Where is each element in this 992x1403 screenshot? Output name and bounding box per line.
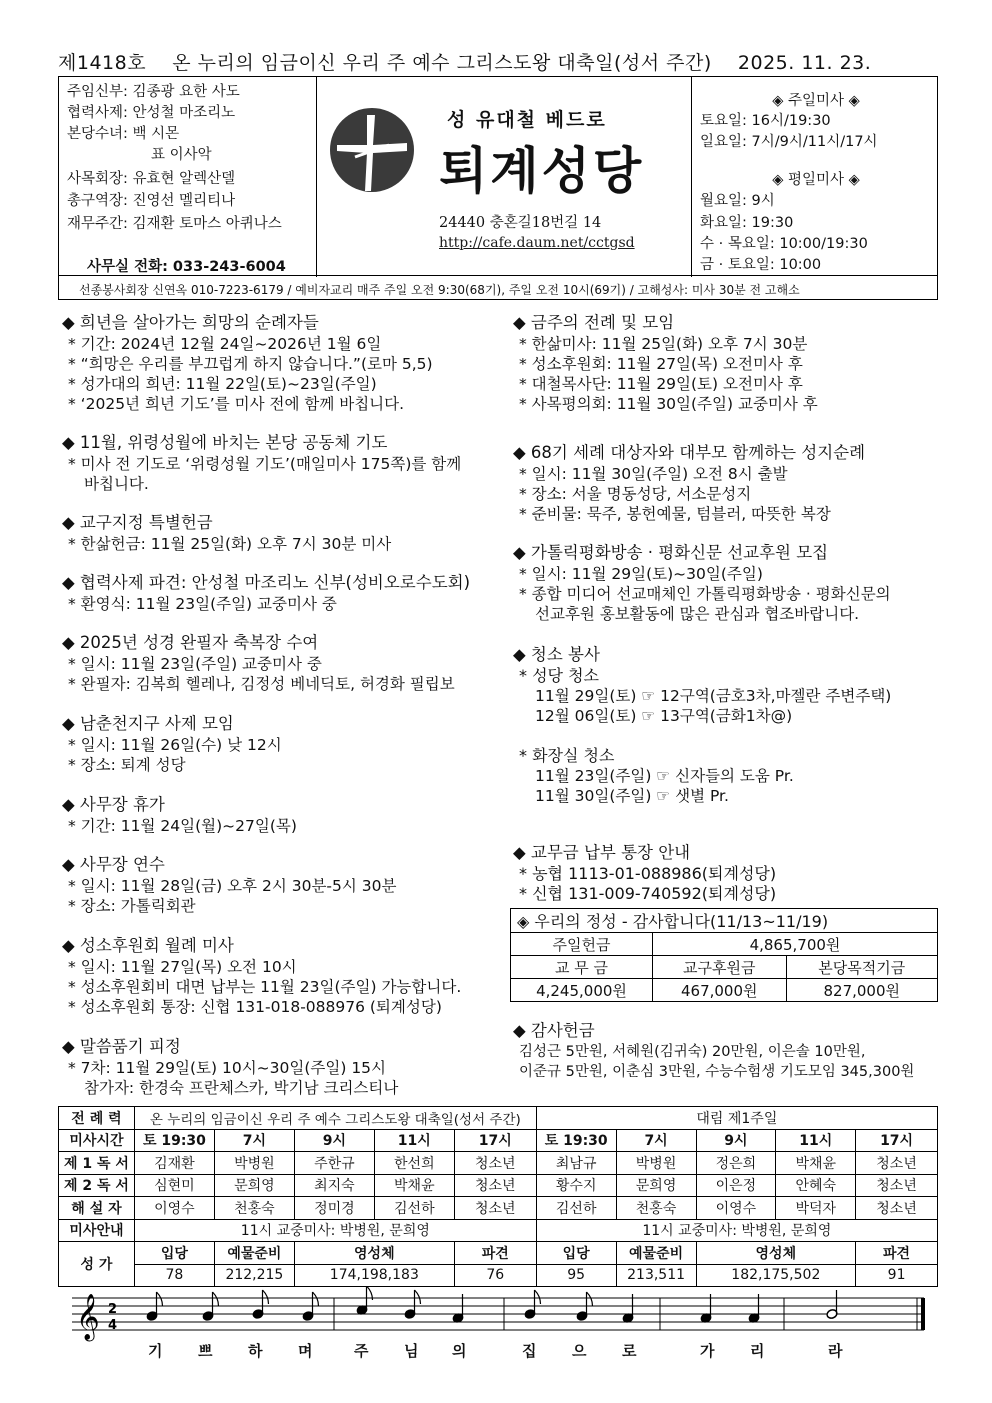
- notice-item: * 한삶헌금: 11월 25일(화) 오후 7시 30분 미사: [68, 535, 392, 553]
- cleaning-church-heading: * 성당 청소: [519, 666, 599, 685]
- mass-time: 9시: [294, 1129, 374, 1152]
- notice-priest-meeting: [62, 713, 282, 775]
- hymn-header: 예물준비: [214, 1242, 294, 1265]
- notice-item: * 사목평의회: 11월 30일(주일) 교중미사 후: [519, 395, 818, 413]
- reader-cell: 이은정: [696, 1174, 776, 1197]
- church-title-panel: [317, 77, 691, 277]
- issue-date: 2025. 11. 23.: [737, 52, 872, 74]
- notice-november-prayer: [62, 432, 461, 494]
- lyric-syllable: 님: [404, 1342, 419, 1360]
- notice-heading: ◆ 사무장 연수: [62, 855, 165, 874]
- mass-time: 7시: [214, 1129, 294, 1152]
- notice-item: * 성소후원회: 11월 27일(목) 오전미사 후: [519, 355, 803, 373]
- weekday-mass-line: 금 · 토요일: 10:00: [700, 257, 822, 273]
- mass-time: 9시: [696, 1129, 776, 1152]
- notice-item: 선교후원 홍보활동에 많은 관심과 협조바랍니다.: [535, 605, 860, 623]
- notice-item: * “희망은 우리를 부끄럽게 하지 않습니다.”(로마 5,5): [68, 355, 433, 373]
- notice-item: * 준비물: 묵주, 봉헌예물, 텀블러, 따뜻한 복장: [519, 505, 831, 523]
- weekday-mass-title: ◈ 평일미사 ◈: [772, 172, 860, 188]
- reader-cell: 심현미: [134, 1174, 214, 1197]
- church-address: 24440 충혼길18번길 14: [439, 215, 602, 231]
- weekday-mass-line: 화요일: 19:30: [700, 215, 794, 231]
- reader-cell: 주한규: [294, 1152, 374, 1175]
- row-label: 성 가: [59, 1242, 135, 1287]
- mass-time: 토 19:30: [134, 1129, 214, 1152]
- staff-line: 표 이사악: [151, 147, 212, 163]
- cleaning-restroom-heading: * 화장실 청소: [519, 746, 615, 765]
- reader-cell: 김재환: [134, 1152, 214, 1175]
- thanks-line: 김성근 5만원, 서혜원(김귀숙) 20만원, 이은솔 10만원,: [519, 1044, 866, 1060]
- reader-cell: 최지숙: [294, 1174, 374, 1197]
- mass-time: 11시: [776, 1129, 856, 1152]
- notice-heading: ◆ 감사헌금: [513, 1021, 595, 1040]
- notice-item: * 기간: 11월 24일(월)~27일(목): [68, 817, 297, 835]
- mass-time: 17시: [454, 1129, 536, 1152]
- notice-heading: ◆ 68기 세례 대상자와 대부모 함께하는 성지순례: [513, 443, 866, 462]
- note-flag: [587, 1292, 593, 1306]
- mass-time: 토 19:30: [536, 1129, 616, 1152]
- notice-vocation-mass: [62, 935, 461, 1017]
- commentator-cell: 김선하: [536, 1197, 616, 1220]
- lyric-syllable: 의: [452, 1342, 467, 1360]
- cleaning-church-item: 11월 29일(토) ☞ 12구역(금호3차,마젤란 주변주택): [535, 687, 892, 705]
- notice-heading: ◆ 금주의 전례 및 모임: [513, 313, 675, 332]
- notice-heading: ◆ 가톨릭평화방송 · 평화신문 선교후원 모집: [513, 543, 829, 562]
- notice-mission-support: [513, 542, 891, 624]
- mass-times-panel: [691, 77, 939, 277]
- offering-sunday-value: 4,865,700원: [653, 933, 938, 956]
- staff-line: 주임신부: 김종광 요한 사도: [67, 84, 240, 100]
- notice-heading: ◆ 희년을 살아가는 희망의 순례자들: [62, 313, 319, 332]
- offering-sunday-label: 주일헌금: [511, 933, 653, 956]
- feast-title: 온 누리의 임금이신 우리 주 예수 그리스도왕 대축일(성서 주간): [172, 52, 712, 74]
- mass-time: 11시: [374, 1129, 454, 1152]
- hymn-number: 213,511: [616, 1264, 696, 1287]
- notice-item: 바칩니다.: [84, 475, 149, 493]
- row-label: 제 1 독 서: [59, 1152, 135, 1175]
- note-flag: [263, 1290, 269, 1304]
- notice-heading: ◆ 말씀품기 피정: [62, 1037, 181, 1056]
- notice-item: * ‘2025년 희년 기도’를 미사 전에 함께 바칩니다.: [68, 395, 405, 413]
- reader-cell: 안혜숙: [776, 1174, 856, 1197]
- notice-item: * 성소후원회 통장: 신협 131-018-088976 (퇴계성당): [68, 998, 442, 1016]
- notice-item: * 장소: 가톨릭회관: [68, 897, 196, 915]
- mass-guide-cell: 11시 교중미사: 박병원, 문희영: [536, 1219, 937, 1242]
- lyric-syllable: 로: [622, 1342, 637, 1360]
- staff-line: 총구역장: 진영선 멜리티나: [67, 193, 236, 209]
- offering-value: 4,245,000원: [511, 979, 653, 1002]
- notice-pilgrimage: [513, 442, 865, 524]
- offering-header: 교 무 금: [511, 956, 653, 979]
- cleaning-church-item: 12월 06일(토) ☞ 13구역(금화1차@): [535, 707, 793, 725]
- offering-value: 827,000원: [786, 979, 937, 1002]
- row-label: 전 례 력: [59, 1107, 135, 1130]
- reader-cell: 청소년: [454, 1152, 536, 1175]
- staff-line: 본당수녀: 백 시몬: [67, 126, 180, 142]
- hymn-header: 영성체: [696, 1242, 856, 1265]
- lyric-syllable: 으: [572, 1342, 587, 1360]
- weekday-mass-line: 수 · 목요일: 10:00/19:30: [700, 236, 868, 252]
- mass-time: 17시: [856, 1129, 938, 1152]
- time-signature-numerator: 2: [108, 1302, 118, 1317]
- reader-cell: 최남규: [536, 1152, 616, 1175]
- notice-thanks-offering: [513, 1020, 914, 1082]
- note-flag: [213, 1292, 219, 1306]
- hymn-number: 182,175,502: [696, 1264, 856, 1287]
- lyric-syllable: 쁘: [198, 1342, 213, 1360]
- lyric-syllable: 며: [298, 1342, 313, 1360]
- lyric-syllable: 리: [750, 1342, 765, 1360]
- notice-item: * 완필자: 김복희 헬레나, 김정성 베네딕토, 허경화 필립보: [68, 675, 455, 693]
- reader-cell: 문희영: [214, 1174, 294, 1197]
- mass-time: 7시: [616, 1129, 696, 1152]
- notice-item: * 일시: 11월 27일(목) 오전 10시: [68, 958, 297, 976]
- sunday-mass-line: 토요일: 16시/19:30: [700, 113, 831, 129]
- lyric-syllable: 주: [354, 1342, 369, 1360]
- sunday-mass-title: ◈ 주일미사 ◈: [772, 93, 860, 109]
- weekday-mass-line: 월요일: 9시: [700, 193, 775, 209]
- cleaning-restroom-item: 11월 30일(주일) ☞ 샛별 Pr.: [535, 787, 729, 805]
- staff-line: 재무주간: 김재환 토마스 아퀴나스: [67, 216, 282, 232]
- notice-bible-transcription: [62, 632, 455, 694]
- hymn-number: 174,198,183: [294, 1264, 454, 1287]
- note-flag: [415, 1290, 421, 1304]
- office-phone: 사무실 전화: 033-243-6004: [87, 259, 286, 275]
- hymn-number: 76: [454, 1264, 536, 1287]
- hymn-number: 91: [856, 1264, 938, 1287]
- notice-item: * 성가대의 희년: 11월 22일(토)~23일(주일): [68, 375, 377, 393]
- notice-cleaning: [513, 644, 891, 806]
- reader-cell: 청소년: [856, 1152, 938, 1175]
- notice-heading: ◆ 교무금 납부 통장 안내: [513, 843, 691, 862]
- reader-cell: 박채윤: [374, 1174, 454, 1197]
- notice-heading: ◆ 청소 봉사: [513, 645, 600, 664]
- reader-cell: 청소년: [454, 1174, 536, 1197]
- notice-special-collection: [62, 512, 391, 554]
- notice-item: * 일시: 11월 30일(주일) 오전 8시 출발: [519, 465, 788, 483]
- reader-cell: 문희영: [616, 1174, 696, 1197]
- dues-account-item: * 신협 131-009-740592(퇴계성당): [519, 884, 777, 903]
- dues-account-item: * 농협 1113-01-088986(퇴계성당): [519, 864, 777, 883]
- church-logo-icon: [327, 105, 417, 195]
- notice-heading: ◆ 남춘천지구 사제 모임: [62, 714, 234, 733]
- notice-heading: ◆ 협력사제 파견: 안성철 마조리노 신부(성비오로수도회): [62, 573, 471, 592]
- notice-item: * 장소: 퇴계 성당: [68, 756, 186, 774]
- time-signature-denominator: 4: [108, 1318, 118, 1333]
- row-label: 미사안내: [59, 1219, 135, 1242]
- commentator-cell: 박덕자: [776, 1197, 856, 1220]
- reader-cell: 박채윤: [776, 1152, 856, 1175]
- notice-item: * 미사 전 기도로 ‘위령성월 기도’(매일미사 175쪽)를 함께: [68, 455, 462, 473]
- row-label: 미사시간: [59, 1129, 135, 1152]
- notice-item: * 기간: 2024년 12월 24일~2026년 1월 6일: [68, 335, 382, 353]
- staff-panel: [59, 77, 317, 277]
- thanks-line: 이준규 5만원, 이춘심 3만원, 수능수험생 기도모임 345,300원: [519, 1064, 915, 1080]
- notice-heading: ◆ 2025년 성경 완필자 축복장 수여: [62, 633, 319, 652]
- hymn-header: 파견: [454, 1242, 536, 1265]
- church-name: 퇴계성당: [439, 142, 645, 200]
- hymn-header: 파견: [856, 1242, 938, 1265]
- reader-cell: 정은희: [696, 1152, 776, 1175]
- commentator-cell: 정미경: [294, 1197, 374, 1220]
- row-label: 제 2 독 서: [59, 1174, 135, 1197]
- lyric-syllable: 기: [148, 1342, 163, 1360]
- hymn-header: 영성체: [294, 1242, 454, 1265]
- masthead: [58, 76, 938, 276]
- notice-item: * 환영식: 11월 23일(주일) 교중미사 중: [68, 595, 337, 613]
- notice-office-vacation: [62, 794, 297, 836]
- issue-number: 제1418호: [58, 52, 147, 74]
- notice-item: * 성소후원회비 대면 납부는 11월 23일(주일) 가능합니다.: [68, 978, 462, 996]
- issue-header-line: [58, 48, 938, 75]
- commentator-cell: 청소년: [856, 1197, 938, 1220]
- reader-cell: 한선희: [374, 1152, 454, 1175]
- treble-clef-icon: 𝄞: [76, 1294, 100, 1340]
- church-url-link[interactable]: http://cafe.daum.net/cctgsd: [439, 235, 635, 251]
- week1-title: 온 누리의 임금이신 우리 주 예수 그리스도왕 대축일(성서 주간): [134, 1107, 536, 1130]
- commentator-cell: 이영수: [696, 1197, 776, 1220]
- hymn-number: 78: [134, 1264, 214, 1287]
- commentator-cell: 청소년: [454, 1197, 536, 1220]
- commentator-cell: 이영수: [134, 1197, 214, 1220]
- commentator-cell: 천홍숙: [214, 1197, 294, 1220]
- offering-header: 교구후원금: [653, 956, 787, 979]
- sunday-mass-line: 일요일: 7시/9시/11시/17시: [700, 134, 878, 150]
- commentator-cell: 김선하: [374, 1197, 454, 1220]
- notice-item: * 장소: 서울 명동성당, 서소문성지: [519, 485, 752, 503]
- notice-item: * 한삶미사: 11월 25일(화) 오후 7시 30분: [519, 335, 808, 353]
- notice-heading: ◆ 11월, 위령성월에 바치는 본당 공동체 기도: [62, 433, 388, 452]
- notice-heading: ◆ 성소후원회 월례 미사: [62, 936, 234, 955]
- lyric-syllable: 집: [522, 1342, 537, 1360]
- hymn-header: 입당: [134, 1242, 214, 1265]
- staff-line: 사목회장: 유효현 알렉산델: [67, 171, 236, 187]
- offering-table: [510, 908, 938, 1002]
- reader-cell: 박병원: [616, 1152, 696, 1175]
- commentator-cell: 천홍숙: [616, 1197, 696, 1220]
- notice-priest-dispatch: [62, 572, 470, 614]
- note-flag: [157, 1292, 163, 1306]
- offering-value: 467,000원: [653, 979, 787, 1002]
- notice-item: * 일시: 11월 29일(토)~30일(주일): [519, 565, 763, 583]
- hymn-header: 입당: [536, 1242, 616, 1265]
- notice-item: * 대철목사단: 11월 29일(토) 오전미사 후: [519, 375, 803, 393]
- reader-cell: 황수지: [536, 1174, 616, 1197]
- staff-line: 협력사제: 안성철 마조리노: [67, 105, 236, 121]
- reader-cell: 박병원: [214, 1152, 294, 1175]
- notice-dues-account: [513, 842, 776, 904]
- hymn-header: 예물준비: [616, 1242, 696, 1265]
- notice-item: * 종합 미디어 선교매체인 가톨릭평화방송 · 평화신문의: [519, 585, 891, 603]
- mass-guide-cell: 11시 교중미사: 박병원, 문희영: [134, 1219, 536, 1242]
- notice-weekly-liturgy: [513, 312, 818, 414]
- church-patron: 성 유대철 베드로: [447, 109, 607, 131]
- notice-item: * 7차: 11월 29일(토) 10시~30일(주일) 15시: [68, 1059, 387, 1077]
- lyric-syllable: 하: [248, 1342, 263, 1360]
- notice-heading: ◆ 사무장 휴가: [62, 795, 165, 814]
- lyric-syllable: 가: [700, 1342, 715, 1360]
- notice-item: * 일시: 11월 28일(금) 오후 2시 30분-5시 30분: [68, 877, 397, 895]
- notice-jubilee: [62, 312, 433, 414]
- note-flag: [313, 1292, 319, 1306]
- offering-header: 본당목적기금: [786, 956, 937, 979]
- week2-title: 대림 제1주일: [536, 1107, 937, 1130]
- notice-item: * 일시: 11월 23일(주일) 교중미사 중: [68, 655, 322, 673]
- notice-retreat: [62, 1036, 398, 1098]
- hymn-number: 95: [536, 1264, 616, 1287]
- offering-title: ◈ 우리의 정성 - 감사합니다(11/13~11/19): [511, 909, 938, 933]
- notice-item: 참가자: 한경숙 프란체스카, 박기남 크리스티나: [84, 1079, 399, 1097]
- note-flag: [535, 1290, 541, 1304]
- lyric-syllable: 라: [828, 1342, 843, 1360]
- reader-cell: 청소년: [856, 1174, 938, 1197]
- notice-office-training: [62, 854, 396, 916]
- liturgy-schedule-table: [58, 1106, 938, 1287]
- contact-line: 선종봉사회장 신연옥 010-7223-6179 / 예비자교리 매주 주일 오전 9:30(68기), 주일 오전 10시(69기) / 고해성사: 미사 30분 전 고해소: [58, 276, 938, 300]
- notice-item: * 일시: 11월 26일(수) 낮 12시: [68, 736, 282, 754]
- hymn-number: 212,215: [214, 1264, 294, 1287]
- cleaning-restroom-item: 11월 23일(주일) ☞ 신자들의 도움 Pr.: [535, 767, 794, 785]
- notice-heading: ◆ 교구지정 특별헌금: [62, 513, 213, 532]
- row-label: 해 설 자: [59, 1197, 135, 1220]
